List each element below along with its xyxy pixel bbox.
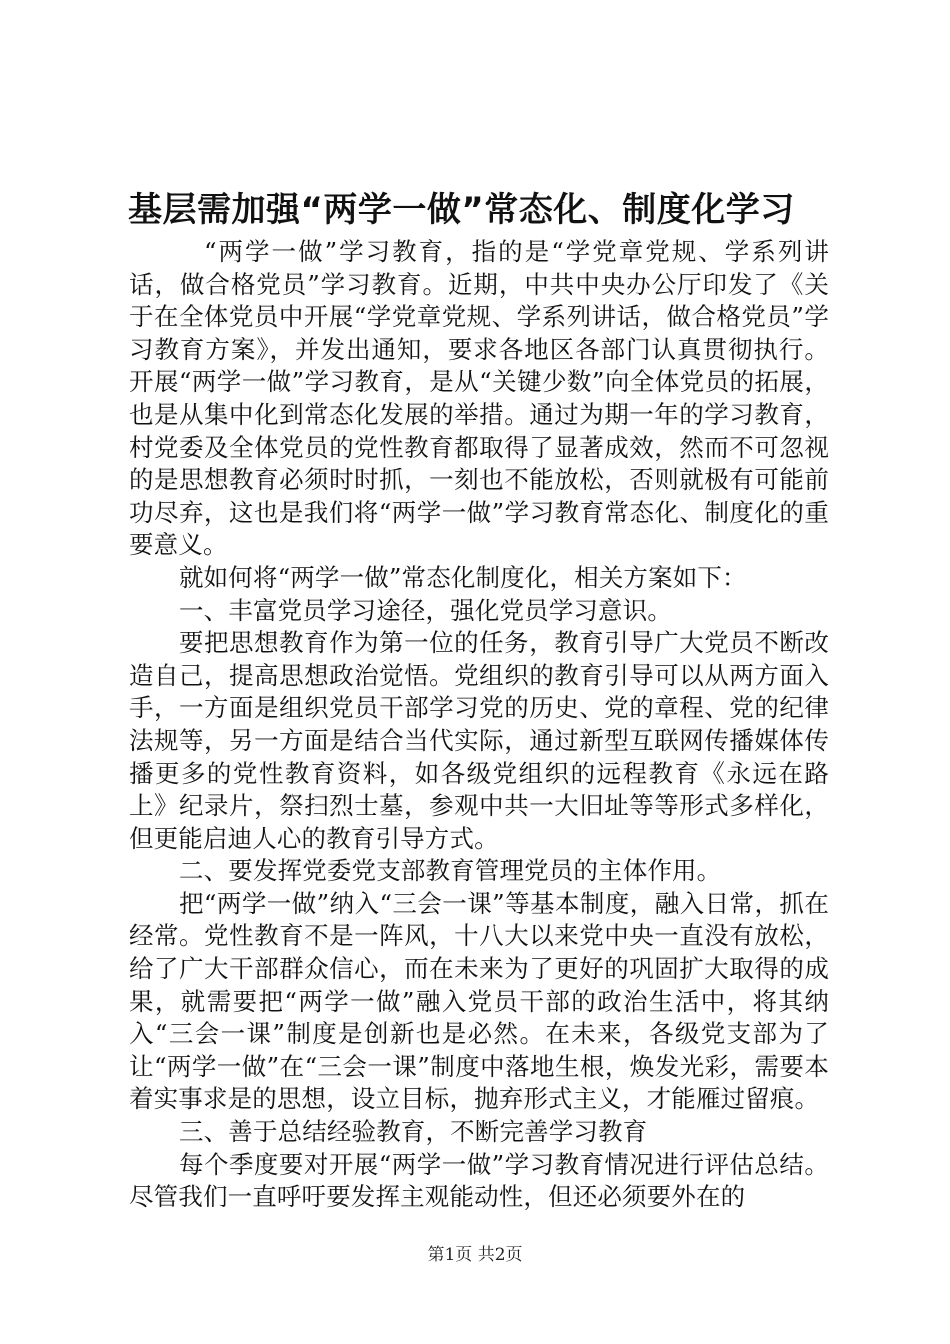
document-body	[129, 236, 829, 1214]
paragraph-plan-lead: 就如何将“两学一做”常态化制度化，相关方案如下：	[179, 562, 747, 592]
section-heading-3: 三、善于总结经验教育，不断完善学习教育	[179, 1117, 648, 1147]
document-title: 基层需加强“两学一做”常态化、制度化学习	[128, 190, 795, 230]
paragraph-section-2: 把“两学一做”纳入“三会一课”等基本制度，融入日常，抓在经常。党性教育不是一阵风，十八大以来党中央一直没有放松，给了广大干部群众信心，而在未来为了更好的巩固扩大取得的成果，就需要把“两学一做”融入党员干部的政治生活中，将其纳入“三会一课”制度是创新也是必然。在未来，各级党支部为了让“两学一做”在“三会一课”制度中落地生根，焕发光彩，需要本着实事求是的思想，设立目标，抛弃形式主义，才能雁过留痕。	[129, 888, 829, 1114]
section-heading-1: 一、丰富党员学习途径，强化党员学习意识。	[179, 595, 672, 625]
paragraph-section-3: 每个季度要对开展“两学一做”学习教育情况进行评估总结。尽管我们一直呼吁要发挥主观能动性，但还必须要外在的	[129, 1149, 829, 1212]
paragraph-section-1: 要把思想教育作为第一位的任务，教育引导广大党员不断改造自己，提高思想政治觉悟。党组织的教育引导可以从两方面入手，一方面是组织党员干部学习党的历史、党的章程、党的纪律法规等，另一方面是结合当代实际，通过新型互联网传播媒体传播更多的党性教育资料，如各级党组织的远程教育《永远在路上》纪录片，祭扫烈士墓，参观中共一大旧址等等形式多样化，但更能启迪人心的教育引导方式。	[129, 628, 829, 853]
paragraph-intro: “两学一做”学习教育，指的是“学党章党规、学系列讲话，做合格党员”学习教育。近期，中共中央办公厅印发了《关于在全体党员中开展“学党章党规、学系列讲话，做合格党员”学习教育方案》，并发出通知，要求各地区各部门认真贯彻执行。开展“两学一做”学习教育，是从“关键少数”向全体党员的拓展，也是从集中化到常态化发展的举措。通过为期一年的学习教育，村党委及全体党员的党性教育都取得了显著成效，然而不可忽视的是思想教育必须时时抓，一刻也不能放松，否则就极有可能前功尽弃，这也是我们将“两学一做”学习教育常态化、制度化的重要意义。	[129, 237, 829, 560]
page-footer: 第1页 共2页	[427, 1245, 523, 1265]
section-heading-2: 二、要发挥党委党支部教育管理党员的主体作用。	[179, 856, 722, 886]
